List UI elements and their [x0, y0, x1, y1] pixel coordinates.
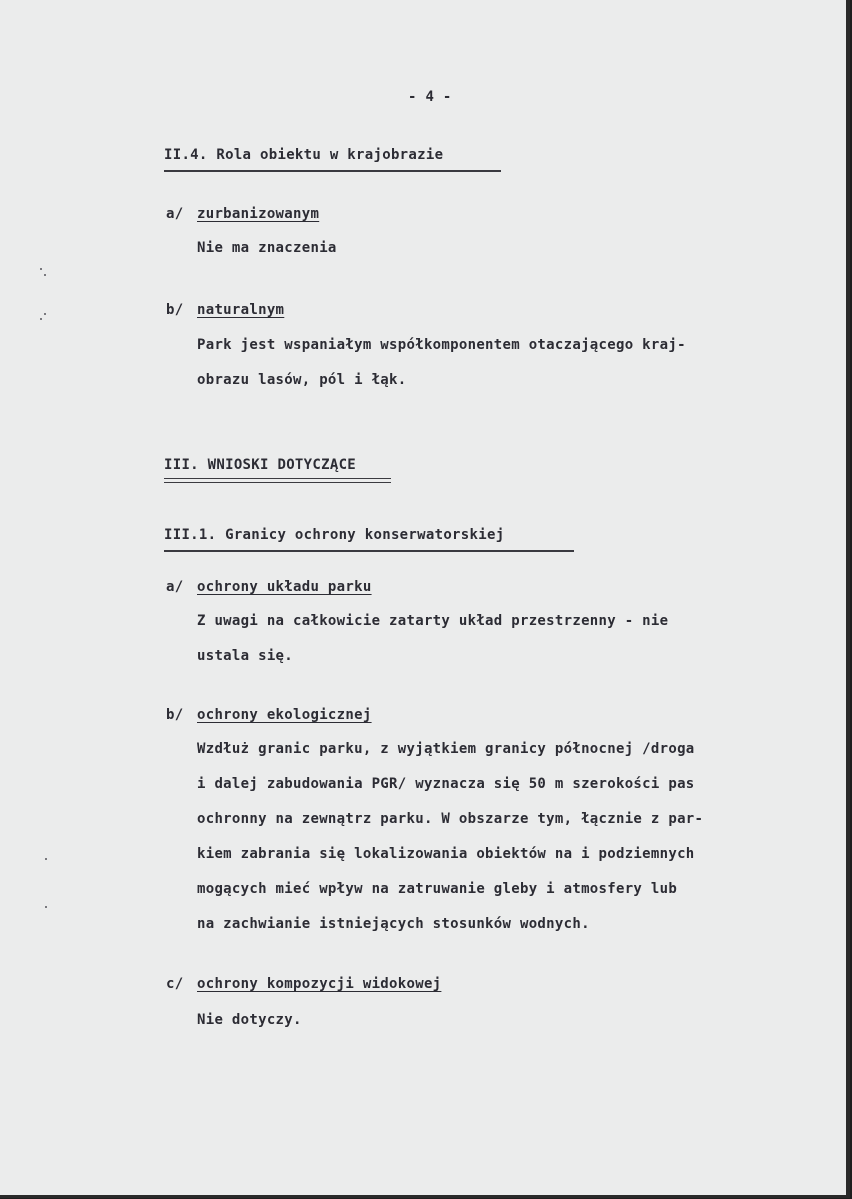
item-title: ochrony układu parku	[197, 579, 372, 595]
scan-speck	[40, 268, 42, 270]
item-marker: b/	[166, 707, 184, 723]
section-heading-3-1: III.1. Granicy ochrony konserwatorskiej	[164, 527, 505, 543]
item-title: ochrony kompozycji widokowej	[197, 976, 442, 992]
heading-underline	[164, 550, 574, 552]
scan-speck	[44, 313, 46, 315]
item-text-line: ochronny na zewnątrz parku. W obszarze tym, łącznie z par-	[197, 811, 704, 827]
item-title: naturalnym	[197, 302, 285, 318]
item-marker: a/	[166, 206, 184, 222]
item-marker: b/	[166, 302, 184, 318]
scan-speck	[45, 858, 47, 860]
item-title: ochrony ekologicznej	[197, 707, 372, 723]
scan-speck	[40, 318, 42, 320]
heading-double-underline	[164, 478, 391, 483]
item-text-line: Park jest wspaniałym współkomponentem otaczającego kraj-	[197, 337, 686, 353]
item-text-line: Nie dotyczy.	[197, 1012, 302, 1028]
item-text-line: obrazu lasów, pól i łąk.	[197, 372, 407, 388]
item-marker: a/	[166, 579, 184, 595]
item-text-line: Z uwagi na całkowicie zatarty układ przestrzenny - nie	[197, 613, 669, 629]
item-title: zurbanizowanym	[197, 206, 320, 222]
item-text-line: Wzdłuż granic parku, z wyjątkiem granicy północnej /droga	[197, 741, 695, 757]
item-text-line: na zachwianie istniejących stosunków wodnych.	[197, 916, 590, 932]
item-marker: c/	[166, 976, 184, 992]
heading-underline	[164, 170, 501, 172]
section-heading-2-4: II.4. Rola obiektu w krajobrazie	[164, 147, 444, 163]
scan-speck	[45, 906, 47, 908]
item-text-line: Nie ma znaczenia	[197, 240, 337, 256]
scan-speck	[44, 274, 46, 276]
item-text-line: mogących mieć wpływ na zatruwanie gleby i atmosfery lub	[197, 881, 678, 897]
item-text-line: i dalej zabudowania PGR/ wyznacza się 50 m szerokości pas	[197, 776, 695, 792]
section-heading-3: III. WNIOSKI DOTYCZĄCE	[164, 457, 357, 473]
item-text-line: kiem zabrania się lokalizowania obiektów na i podziemnych	[197, 846, 695, 862]
item-text-line: ustala się.	[197, 648, 294, 664]
page-number: - 4 -	[408, 89, 452, 105]
